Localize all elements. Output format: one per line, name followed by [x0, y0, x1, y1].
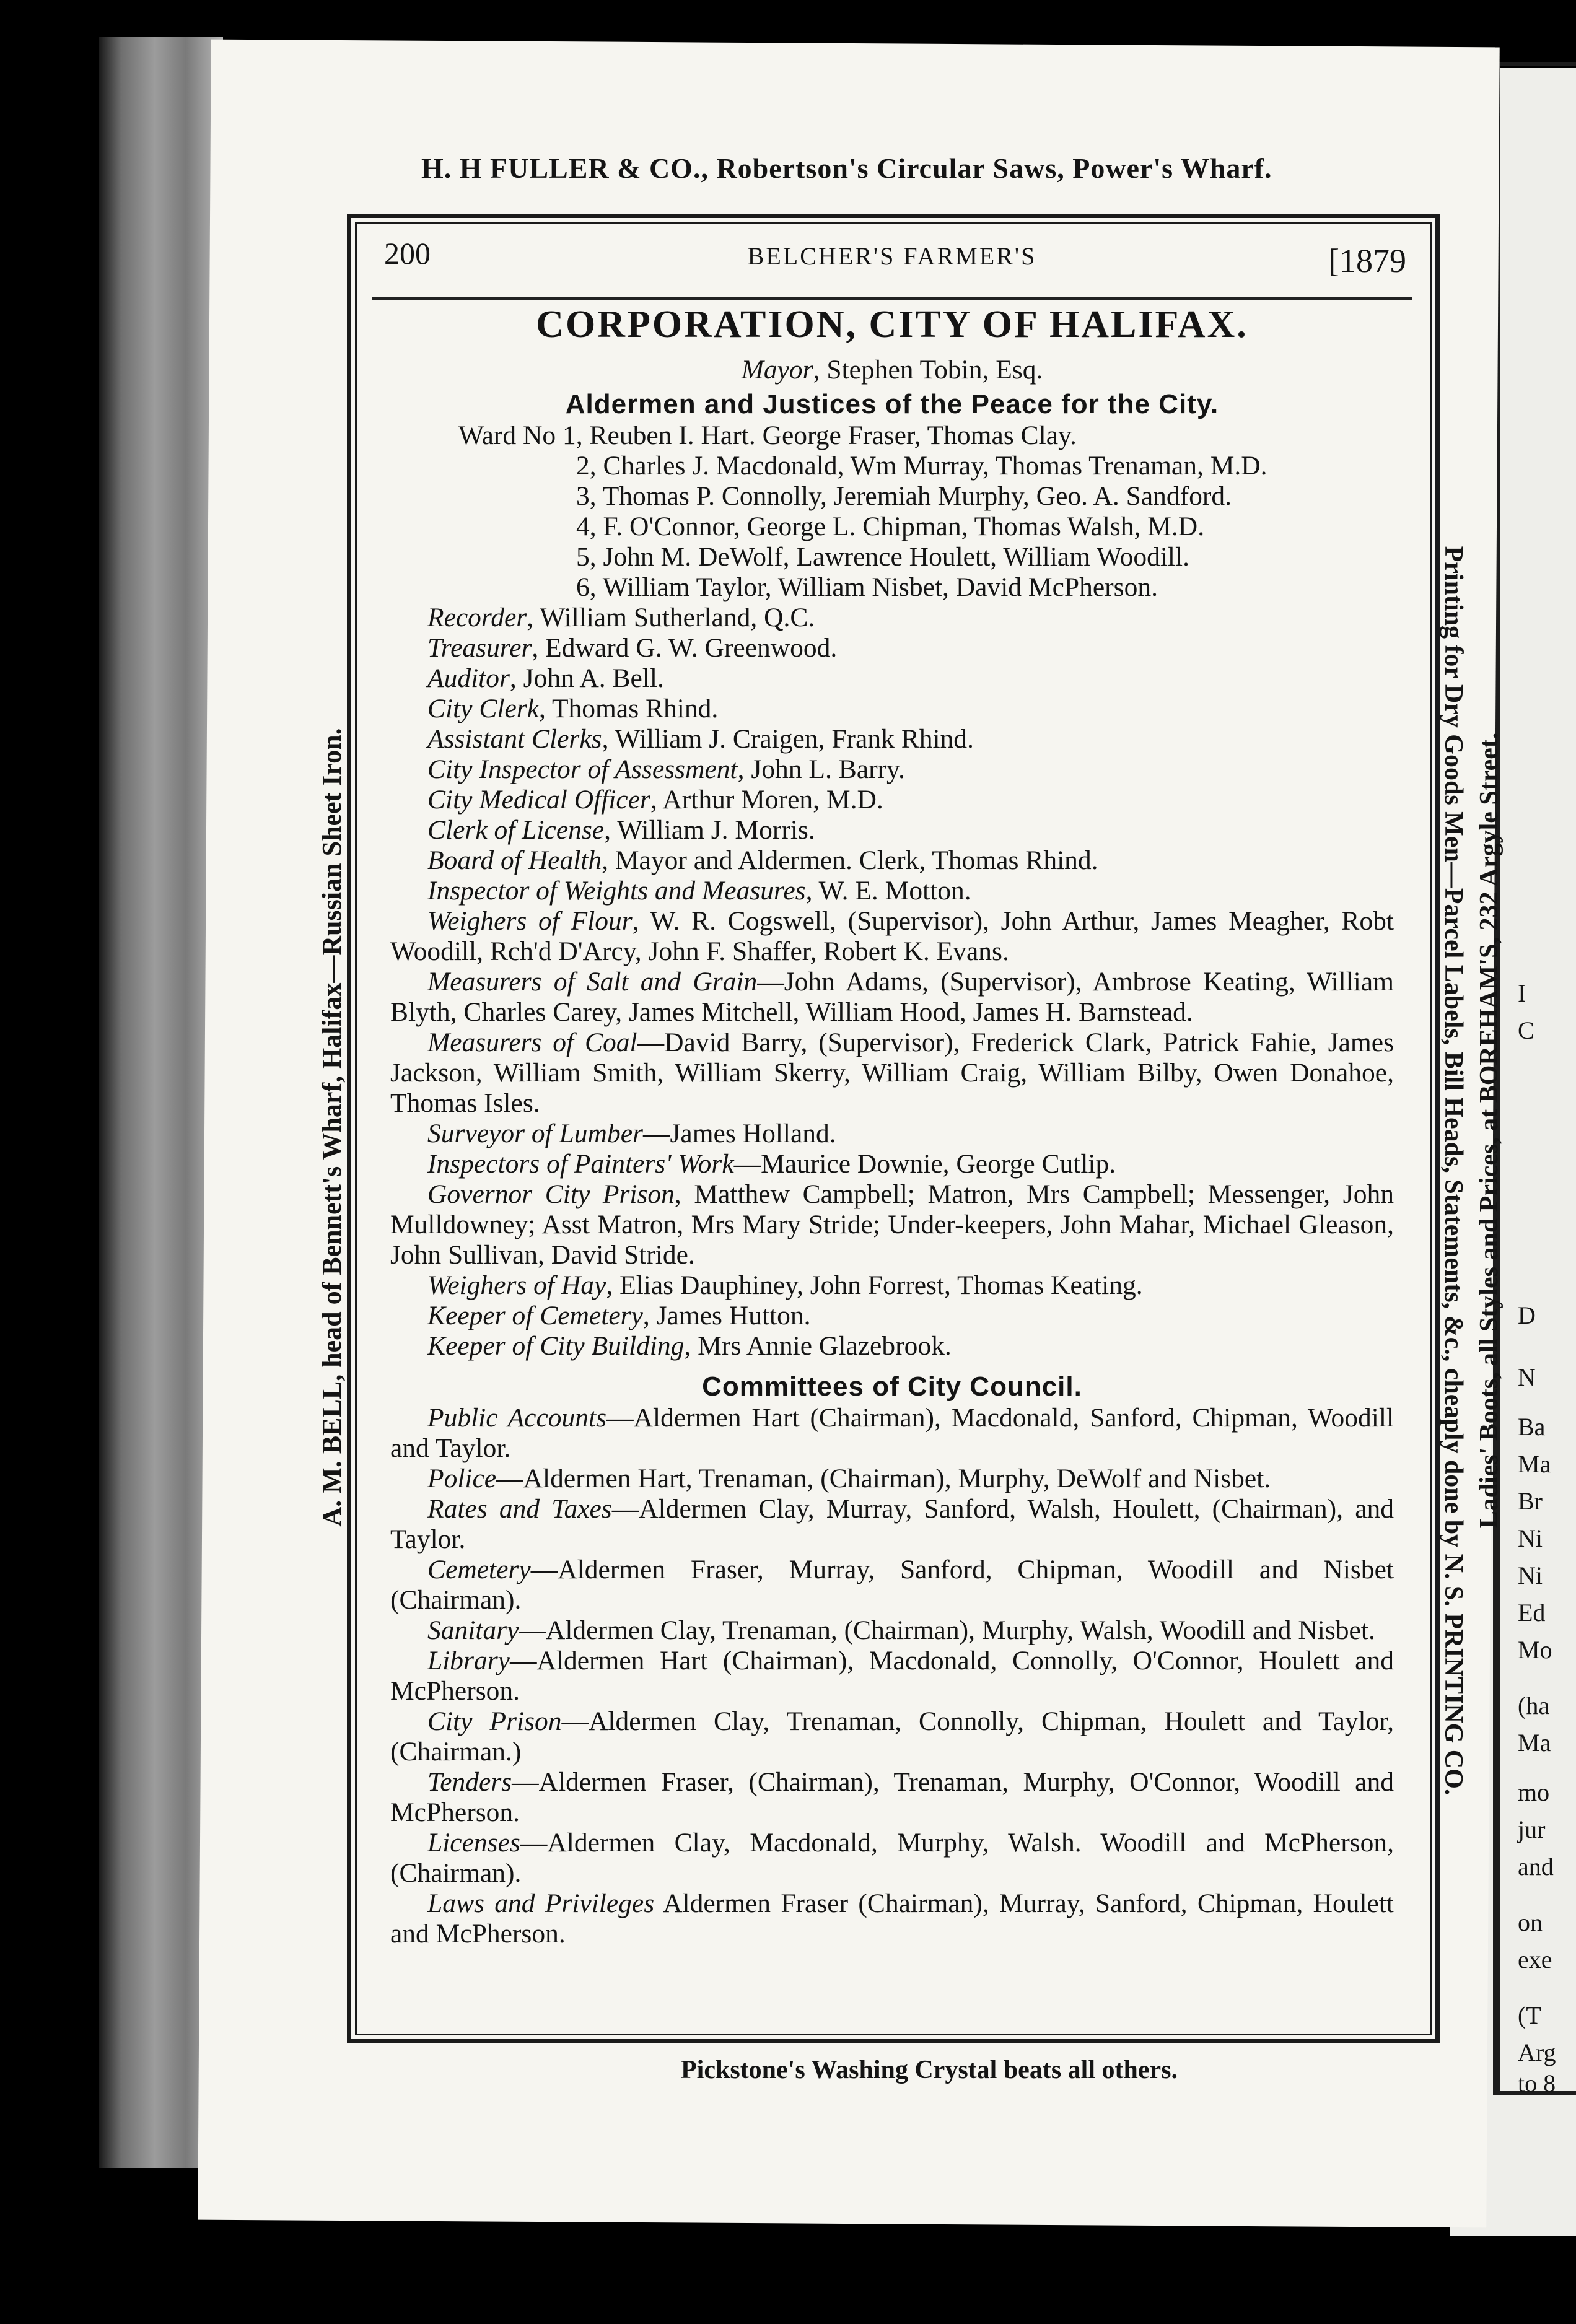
- officer-entry: [390, 967, 1394, 1028]
- officer-role: Assistant Clerks: [427, 724, 602, 754]
- page-body: [390, 297, 1394, 1949]
- officer-names: , William Sutherland, Q.C.: [527, 603, 815, 632]
- edge-fragment: Ma: [1518, 1450, 1551, 1478]
- committee-entry: [390, 1828, 1394, 1889]
- officer-names: , James Hutton.: [642, 1301, 811, 1330]
- committee-name: Tenders: [427, 1767, 512, 1797]
- edge-fragment: N: [1518, 1363, 1536, 1391]
- committee-name: Licenses: [427, 1828, 520, 1858]
- facing-side-advertisement: Ladies' Boots, all Styles and Prices, at BOREHAM'S, 232 Argyle Street.: [1475, 732, 1504, 1529]
- edge-fragment: (ha: [1518, 1692, 1550, 1719]
- committee-members: —Aldermen Hart, Trenaman, (Chairman), Murphy, DeWolf and Nisbet.: [496, 1464, 1271, 1493]
- committee-members: —Aldermen Fraser, Murray, Sanford, Chipman, Woodill and Nisbet (Chairman).: [390, 1555, 1394, 1615]
- officer-names: , Arthur Moren, M.D.: [650, 785, 883, 815]
- running-title: BELCHER'S FARMER'S: [747, 242, 1037, 270]
- page-number: 200: [384, 236, 431, 271]
- page-header: [372, 229, 1412, 300]
- edge-fragment: I: [1518, 979, 1526, 1007]
- right-side-advertisement: Printing for Dry Goods Men—Parcel Labels, Bill Heads, Statements, &c., cheaply done by N. S. PRINTING CO.: [1439, 546, 1468, 1796]
- committee-name: Police: [427, 1464, 497, 1493]
- officer-names: —John Adams, (Supervisor), Ambrose Keating, William Blyth, Charles Carey, James Mitchell, William Hood, James H. Barnstead.: [390, 967, 1394, 1027]
- edge-fragment: Mo: [1518, 1636, 1552, 1664]
- edge-fragment: on: [1518, 1908, 1543, 1936]
- officer-names: , W. E. Motton.: [805, 876, 971, 906]
- officer-entry: [390, 876, 1394, 906]
- mayor-name: , Stephen Tobin, Esq.: [813, 355, 1043, 385]
- committee-name: Rates and Taxes: [427, 1494, 612, 1524]
- committee-members: —Aldermen Fraser, (Chairman), Trenaman, Murphy, O'Connor, Woodill and McPherson.: [390, 1767, 1394, 1827]
- top-advertisement: H. H FULLER & CO., Robertson's Circular Saws, Power's Wharf.: [421, 152, 1272, 184]
- section-heading: CORPORATION, CITY OF HALIFAX.: [536, 304, 1248, 346]
- officer-entry: [390, 1119, 1394, 1149]
- officer-names: —David Barry, (Supervisor), Frederick Clark, Patrick Fahie, James Jackson, William Smith, William Skerry, William Craig, William Bilby, Owen Donahoe, Thomas Isles.: [390, 1028, 1394, 1118]
- ward-line: 6, William Taylor, William Nisbet, David McPherson.: [576, 572, 1158, 602]
- officer-role: Keeper of City Building: [427, 1331, 685, 1361]
- officer-role: Measurers of Salt and Grain: [427, 967, 758, 997]
- edge-fragment: Ni: [1518, 1562, 1543, 1589]
- page-year: [1879: [1328, 242, 1406, 279]
- committee-name: Cemetery: [427, 1555, 531, 1584]
- ward-line: 3, Thomas P. Connolly, Jeremiah Murphy, Geo. A. Sandford.: [576, 481, 1232, 511]
- committee-entry: [390, 1889, 1394, 1949]
- officer-names: , W. R. Cogswell, (Supervisor), John Arthur, James Meagher, Robt Woodill, Rch'd D'Arcy, John F. Shaffer, Robert K. Evans.: [390, 906, 1394, 966]
- edge-fragment: Arg: [1518, 2038, 1556, 2066]
- officer-names: , William J. Morris.: [604, 815, 815, 845]
- officer-role: Recorder: [427, 603, 527, 632]
- officer-entry: [390, 633, 1394, 663]
- officer-entry: [390, 1149, 1394, 1179]
- officer-role: City Medical Officer: [427, 785, 650, 815]
- ward-list: [390, 421, 1394, 603]
- committee-name: Public Accounts: [427, 1403, 607, 1433]
- mayor-title: Mayor: [741, 355, 813, 385]
- edge-fragment: Br: [1518, 1487, 1543, 1515]
- officer-role: Board of Health: [427, 845, 602, 875]
- officer-names: , John L. Barry.: [737, 754, 905, 784]
- committee-name: City Prison: [427, 1706, 562, 1736]
- officer-role: Weighers of Hay: [427, 1270, 606, 1300]
- officer-role: Weighers of Flour: [427, 906, 633, 936]
- officer-role: Surveyor of Lumber: [427, 1119, 643, 1148]
- committee-entry: [390, 1555, 1394, 1615]
- officer-role: City Clerk: [427, 694, 540, 723]
- committee-entry: [390, 1646, 1394, 1706]
- officer-entry: [390, 603, 1394, 633]
- officer-entry: [390, 754, 1394, 785]
- edge-fragment: exe: [1518, 1946, 1552, 1973]
- edge-fragment: Ba: [1518, 1413, 1546, 1441]
- officer-names: , Elias Dauphiney, John Forrest, Thomas Keating.: [606, 1270, 1143, 1300]
- officer-entry: [390, 845, 1394, 876]
- officer-names: , Mrs Annie Glazebrook.: [684, 1331, 952, 1361]
- officer-names: , John A. Bell.: [509, 663, 664, 693]
- committee-name: Sanitary: [427, 1615, 519, 1645]
- officer-entry: [390, 785, 1394, 815]
- committee-members: —Aldermen Hart (Chairman), Macdonald, Sanford, Chipman, Woodill and Taylor.: [390, 1403, 1394, 1463]
- committee-members: Aldermen Fraser (Chairman), Murray, Sanford, Chipman, Houlett and McPherson.: [390, 1889, 1394, 1949]
- edge-fragment: C: [1518, 1016, 1534, 1044]
- officer-entry: [390, 1270, 1394, 1301]
- committee-entry: [390, 1403, 1394, 1464]
- committee-entry: [390, 1464, 1394, 1494]
- edge-fragment: Ma: [1518, 1729, 1551, 1757]
- committee-name: Laws and Privileges: [427, 1889, 655, 1918]
- officer-role: Governor City Prison: [427, 1179, 675, 1209]
- officer-role: Measurers of Coal: [427, 1028, 637, 1057]
- officer-names: , Thomas Rhind.: [539, 694, 719, 723]
- officer-names: , Mayor and Aldermen. Clerk, Thomas Rhind.: [602, 845, 1098, 875]
- officer-entry: [390, 906, 1394, 967]
- edge-fragment: to 8: [1518, 2069, 1556, 2097]
- officer-entry: [390, 815, 1394, 845]
- edge-fragment: and: [1518, 1853, 1554, 1881]
- officer-entry: [390, 1179, 1394, 1270]
- committee-entry: [390, 1494, 1394, 1555]
- committee-members: —Aldermen Clay, Trenaman, (Chairman), Murphy, Walsh, Woodill and Nisbet.: [519, 1615, 1375, 1645]
- committee-name: Library: [427, 1646, 510, 1675]
- ward-line: 4, F. O'Connor, George L. Chipman, Thomas Walsh, M.D.: [576, 512, 1205, 541]
- officer-entry: [390, 1301, 1394, 1331]
- officer-role: Treasurer: [427, 633, 532, 663]
- mayor-line: [390, 355, 1394, 385]
- left-side-advertisement: A. M. BELL, head of Bennett's Wharf, Halifax—Russian Sheet Iron.: [317, 728, 347, 1527]
- officer-entry: [390, 1028, 1394, 1119]
- ward-line: 5, John M. DeWolf, Lawrence Houlett, William Woodill.: [576, 542, 1189, 572]
- officer-names: , Edward G. W. Greenwood.: [532, 633, 838, 663]
- edge-fragment: Ni: [1518, 1524, 1543, 1552]
- officer-role: Inspectors of Painters' Work: [427, 1149, 734, 1179]
- committee-list: [390, 1403, 1394, 1949]
- officer-names: , Matthew Campbell; Matron, Mrs Campbell; Messenger, John Mulldowney; Asst Matron, Mrs Mary Stride; Under-keepers, John Mahar, Michael Gleason, John Sullivan, David Stride.: [390, 1179, 1394, 1270]
- edge-fragment: D: [1518, 1301, 1536, 1329]
- officer-role: Inspector of Weights and Measures: [427, 876, 806, 906]
- committee-entry: [390, 1615, 1394, 1646]
- officer-role: Clerk of License: [427, 815, 605, 845]
- officer-names: —Maurice Downie, George Cutlip.: [733, 1149, 1116, 1179]
- officer-role: City Inspector of Assessment: [427, 754, 738, 784]
- committee-members: —Aldermen Clay, Macdonald, Murphy, Walsh. Woodill and McPherson, (Chairman).: [390, 1828, 1394, 1888]
- edge-fragment: mo: [1518, 1778, 1550, 1806]
- officer-role: Keeper of Cemetery: [427, 1301, 643, 1330]
- aldermen-heading: Aldermen and Justices of the Peace for the City.: [565, 389, 1219, 419]
- committee-members: —Aldermen Clay, Murray, Sanford, Walsh, Houlett, (Chairman), and Taylor.: [390, 1494, 1394, 1554]
- officer-entry: [390, 694, 1394, 724]
- ward-line: 2, Charles J. Macdonald, Wm Murray, Thomas Trenaman, M.D.: [576, 451, 1267, 481]
- officer-entry: [390, 1331, 1394, 1361]
- officer-names: —James Holland.: [642, 1119, 836, 1148]
- officer-names: , William J. Craigen, Frank Rhind.: [602, 724, 974, 754]
- officer-role: Auditor: [427, 663, 510, 693]
- committees-heading: Committees of City Council.: [702, 1371, 1082, 1402]
- committee-members: —Aldermen Clay, Trenaman, Connolly, Chipman, Houlett and Taylor, (Chairman.): [390, 1706, 1394, 1767]
- officer-entry: [390, 663, 1394, 694]
- officer-entry: [390, 724, 1394, 754]
- bottom-advertisement: Pickstone's Washing Crystal beats all others.: [681, 2056, 1178, 2084]
- committee-entry: [390, 1706, 1394, 1767]
- edge-fragment: (T: [1518, 2001, 1541, 2029]
- committee-members: —Aldermen Hart (Chairman), Macdonald, Connolly, O'Connor, Houlett and McPherson.: [390, 1646, 1394, 1706]
- ward-line: Ward No 1, Reuben I. Hart. George Fraser, Thomas Clay.: [458, 421, 1077, 450]
- committee-entry: [390, 1767, 1394, 1828]
- edge-fragment: jur: [1518, 1815, 1546, 1843]
- edge-fragment: Ed: [1518, 1599, 1546, 1627]
- officer-list: [390, 603, 1394, 1361]
